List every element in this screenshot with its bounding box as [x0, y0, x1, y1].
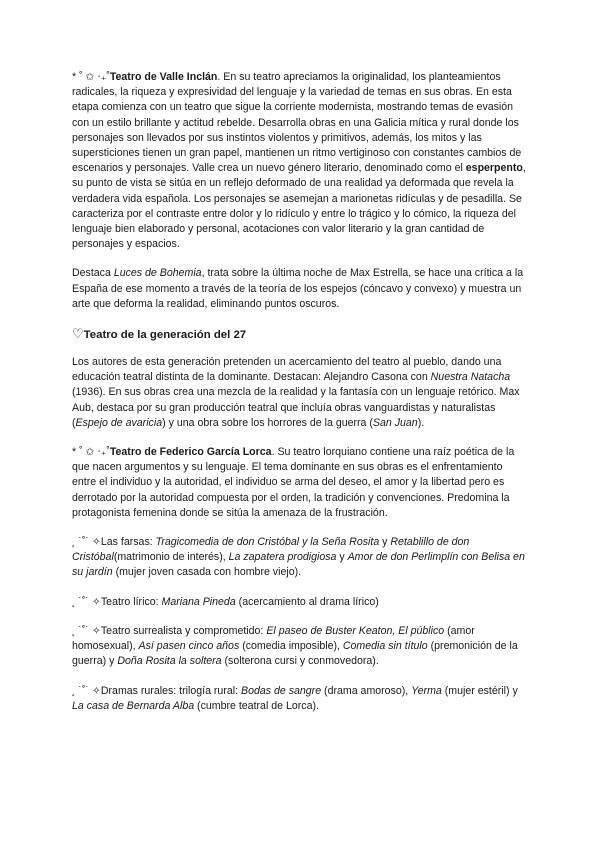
decorative-bullet: ˛ ˙˚˙ ✧ — [72, 624, 101, 637]
work-title: Luces de Bohemia — [113, 267, 202, 280]
paragraph-garcia-lorca: * ˚ ✩ ‧₊˚Teatro de Federico García Lorca. Su teatro lorquiano contiene una raíz poética de la que nacen argumentos y su lenguaje. El tema dominante en sus obras es el enfrentamiento entre el individuo y la autoridad, el individuo se arma del deseo, el amor y la libertad pero es derrotado por la autoridad compuesta por el orden, la tradición y convenciones. Predomina la protagonista femenina donde se sitúa la amenaza de la frustración. — [72, 446, 515, 519]
paragraph-luces-de-bohemia: Destaca Luces de Bohemia, trata sobre la última noche de Max Estrella, se hace una crítica a la España de ese momento a través de la teoría de los espejos (cóncavo y convexo) y muestra un arte que deforma la realidad, eliminando puntos oscuros. — [72, 267, 524, 310]
work-title: Yerma — [411, 684, 442, 697]
heart-icon: ♡ — [72, 326, 84, 342]
paragraph-valle-inclan: * ˚ ✩ ‧₊˚Teatro de Valle Inclán. En su teatro apreciamos la originalidad, los planteamientos radicales, la riqueza y expresividad del lenguaje y la variedad de temas en sus obras. En esta etapa comienza con un teatro que sigue la corriente modernista, mostrando temas de evasión con un estilo brillante y actitud rebelde. Desarrolla obras en una Galicia mítica y rural donde los personajes son llevados por sus instintos violentos y primitivos, además, los mitos y las supersticiones tienen un gran papel, mantienen un ritmo vertiginoso con constantes cambios de escenarios y personajes. Valle crea un nuevo género literario, denominado como el esperpento, su punto de vista se sitúa en un reflejo deformado de una realidad ya deformada que revela la verdadera vida española. Los personajes se asemejan a marionetas ridículas y de pesadilla. Se caracteriza por el contraste entre dolor y lo ridículo y entre lo trágico y lo cómico, la riqueza del lenguaje bien elaborado y personal, acotaciones con valor literario y la gran cantidad de personajes y espacios. — [72, 71, 526, 251]
section-title-valle-inclan: Teatro de Valle Inclán — [109, 71, 218, 83]
heading-generacion-27: ♡Teatro de la generación del 27 — [72, 326, 247, 342]
work-title: Espejo de avaricia — [75, 416, 163, 429]
decorative-bullet: ˛ ˙˚˙ ✧ — [72, 536, 101, 549]
decorative-bullet: * ˚ ✩ ‧₊˚ — [72, 71, 110, 83]
work-title: La casa de Bernarda Alba — [72, 699, 195, 712]
work-title: Tragicomedia de don Cristóbal y la Seña Rosita — [155, 536, 380, 549]
work-title: El paseo de Buster Keaton, El público — [266, 624, 445, 637]
decorative-bullet: ˛ ˙˚˙ ✧ — [72, 595, 101, 608]
paragraph-generacion-27: Los autores de esta generación pretenden un acercamiento del teatro al pueblo, dando una educación teatral distinta de la dominante. Destacan: Alejandro Casona con Nuestra Natacha (1936). En sus obras crea una mezcla de la realidad y la fantasía con un lenguaje retórico. Max Aub, destaca por su gran producción teatral que incluía obras vanguardistas y naturalistas (Espejo de avaricia) y una obra sobre los horrores de la guerra (San Juan). — [72, 356, 520, 429]
decorative-bullet: * ˚ ✩ ‧₊˚ — [72, 446, 110, 459]
section-title-garcia-lorca: Teatro de Federico García Lorca — [109, 446, 272, 459]
keyword-esperpento: esperpento — [465, 162, 523, 175]
work-title: Amor de don Perlimplín con Belisa en su jardín — [72, 551, 525, 579]
work-title: Doña Rosita la soltera — [117, 655, 222, 668]
work-title: Retablillo de don Cristóbal — [72, 536, 470, 564]
list-item-teatro-surrealista: ˛ ˙˚˙ ✧Teatro surrealista y comprometido: El paseo de Buster Keaton, El público (amor homosexual), Así pasen cinco años (comedia imposible), Comedia sin título (premonición de la guerra) y Doña Rosita la soltera (solterona cursi y conmovedora). — [72, 624, 518, 668]
work-title: Comedia sin título — [342, 640, 428, 653]
work-title: San Juan — [372, 416, 418, 429]
decorative-bullet: ˛ ˙˚˙ ✧ — [72, 684, 101, 697]
work-title: Mariana Pineda — [161, 595, 236, 608]
work-title: La zapatera prodigiosa — [228, 551, 337, 564]
work-title: Nuestra Natacha — [430, 371, 511, 384]
list-item-dramas-rurales: ˛ ˙˚˙ ✧Dramas rurales: trilogía rural: Bodas de sangre (drama amoroso), Yerma (mujer estéril) y La casa de Bernarda Alba (cumbre teatral de Lorca). — [72, 684, 518, 712]
work-title: Así pasen cinco años — [138, 640, 240, 653]
work-title: Bodas de sangre — [241, 684, 322, 697]
list-item-farsas: ˛ ˙˚˙ ✧Las farsas: Tragicomedia de don Cristóbal y la Seña Rosita y Retablillo de don Cristóbal(matrimonio de interés), La zapatera prodigiosa y Amor de don Perlimplín con Belisa en su jardín (mujer joven casada con hombre viejo). — [72, 536, 525, 579]
list-item-teatro-lirico: ˛ ˙˚˙ ✧Teatro lírico: Mariana Pineda (acercamiento al drama lírico) — [72, 595, 379, 608]
